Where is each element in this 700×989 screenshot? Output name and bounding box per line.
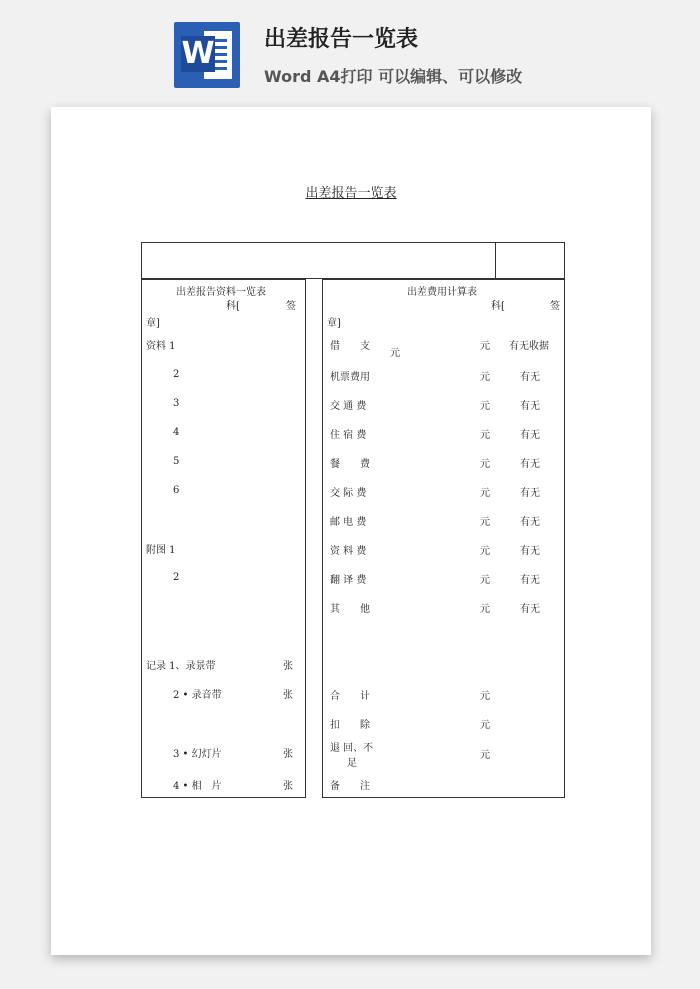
word-icon	[174, 22, 240, 88]
record-item: 3 • 幻灯片	[173, 749, 222, 760]
refund-label-2: 足	[347, 758, 357, 769]
loan-label: 借 支	[330, 341, 370, 352]
expense-label: 其 他	[330, 604, 370, 615]
loan-unit: 元	[390, 348, 400, 359]
receipt-label: 有无	[520, 575, 540, 586]
records-unit: 张	[283, 781, 293, 792]
right-sig-c: 章]	[327, 318, 341, 329]
report-materials-table	[141, 279, 306, 798]
records-unit: 张	[283, 690, 293, 701]
refund-label: 退 回、不	[330, 743, 374, 754]
receipt-label: 有无	[520, 546, 540, 557]
receipt-label: 有无	[520, 372, 540, 383]
unit-label: 元	[480, 575, 490, 586]
expense-label: 交 际 费	[330, 488, 367, 499]
expense-label: 交 通 费	[330, 401, 367, 412]
header-title: 出差报告一览表	[264, 27, 419, 52]
receipt-label: 有无	[520, 459, 540, 470]
unit-label: 元	[480, 488, 490, 499]
expense-label: 资 料 费	[330, 546, 367, 557]
unit-label: 元	[480, 546, 490, 557]
word-letter: W	[181, 36, 215, 71]
materials-label: 资料 1	[146, 341, 176, 352]
right-sig-b: 签	[550, 301, 560, 312]
expense-label: 机票费用	[330, 372, 370, 383]
unit-label: 元	[480, 341, 490, 352]
total-label: 合 计	[330, 691, 370, 702]
left-sig-a: 科[	[226, 301, 240, 312]
records-label: 记录 1、录景带	[146, 661, 216, 672]
records-unit: 张	[283, 749, 293, 760]
document-title: 出差报告一览表	[305, 186, 397, 201]
document-page	[51, 107, 651, 955]
material-number: 6	[173, 485, 180, 496]
right-sig-a: 科[	[491, 301, 505, 312]
header-box	[141, 242, 565, 279]
left-table-title: 出差报告资料一览表	[176, 287, 266, 298]
receipt-label: 有无	[520, 430, 540, 441]
left-sig-c: 章]	[146, 318, 160, 329]
receipt-label: 有无	[520, 604, 540, 615]
unit-label: 元	[480, 517, 490, 528]
receipt-label: 有无	[520, 488, 540, 499]
expense-label: 餐 费	[330, 459, 370, 470]
unit-label: 元	[480, 372, 490, 383]
remark-label: 备 注	[330, 781, 370, 792]
figure-number: 2	[173, 572, 180, 583]
expense-label: 邮 电 费	[330, 517, 367, 528]
record-item: 2 • 录音带	[173, 690, 222, 701]
unit-label: 元	[480, 459, 490, 470]
material-number: 2	[173, 369, 180, 380]
left-sig-b: 签	[286, 301, 296, 312]
unit-label: 元	[480, 691, 490, 702]
unit-label: 元	[480, 430, 490, 441]
material-number: 5	[173, 456, 180, 467]
loan-receipt: 有无收据	[509, 341, 549, 352]
figures-label: 附图 1	[146, 545, 176, 556]
header-subtitle: Word A4打印 可以编辑、可以修改	[264, 67, 523, 86]
deduct-label: 扣 除	[330, 720, 370, 731]
unit-label: 元	[480, 604, 490, 615]
expense-label: 翻 译 费	[330, 575, 367, 586]
record-item: 4 • 相 片	[173, 781, 222, 792]
unit-label: 元	[480, 750, 490, 761]
header-box-cell	[495, 243, 564, 278]
right-table-title: 出差费用计算表	[407, 287, 477, 298]
expense-label: 住 宿 费	[330, 430, 367, 441]
receipt-label: 有无	[520, 401, 540, 412]
unit-label: 元	[480, 720, 490, 731]
receipt-label: 有无	[520, 517, 540, 528]
expense-calculation-table	[322, 279, 565, 798]
records-unit: 张	[283, 661, 293, 672]
material-number: 4	[173, 427, 180, 438]
material-number: 3	[173, 398, 180, 409]
unit-label: 元	[480, 401, 490, 412]
